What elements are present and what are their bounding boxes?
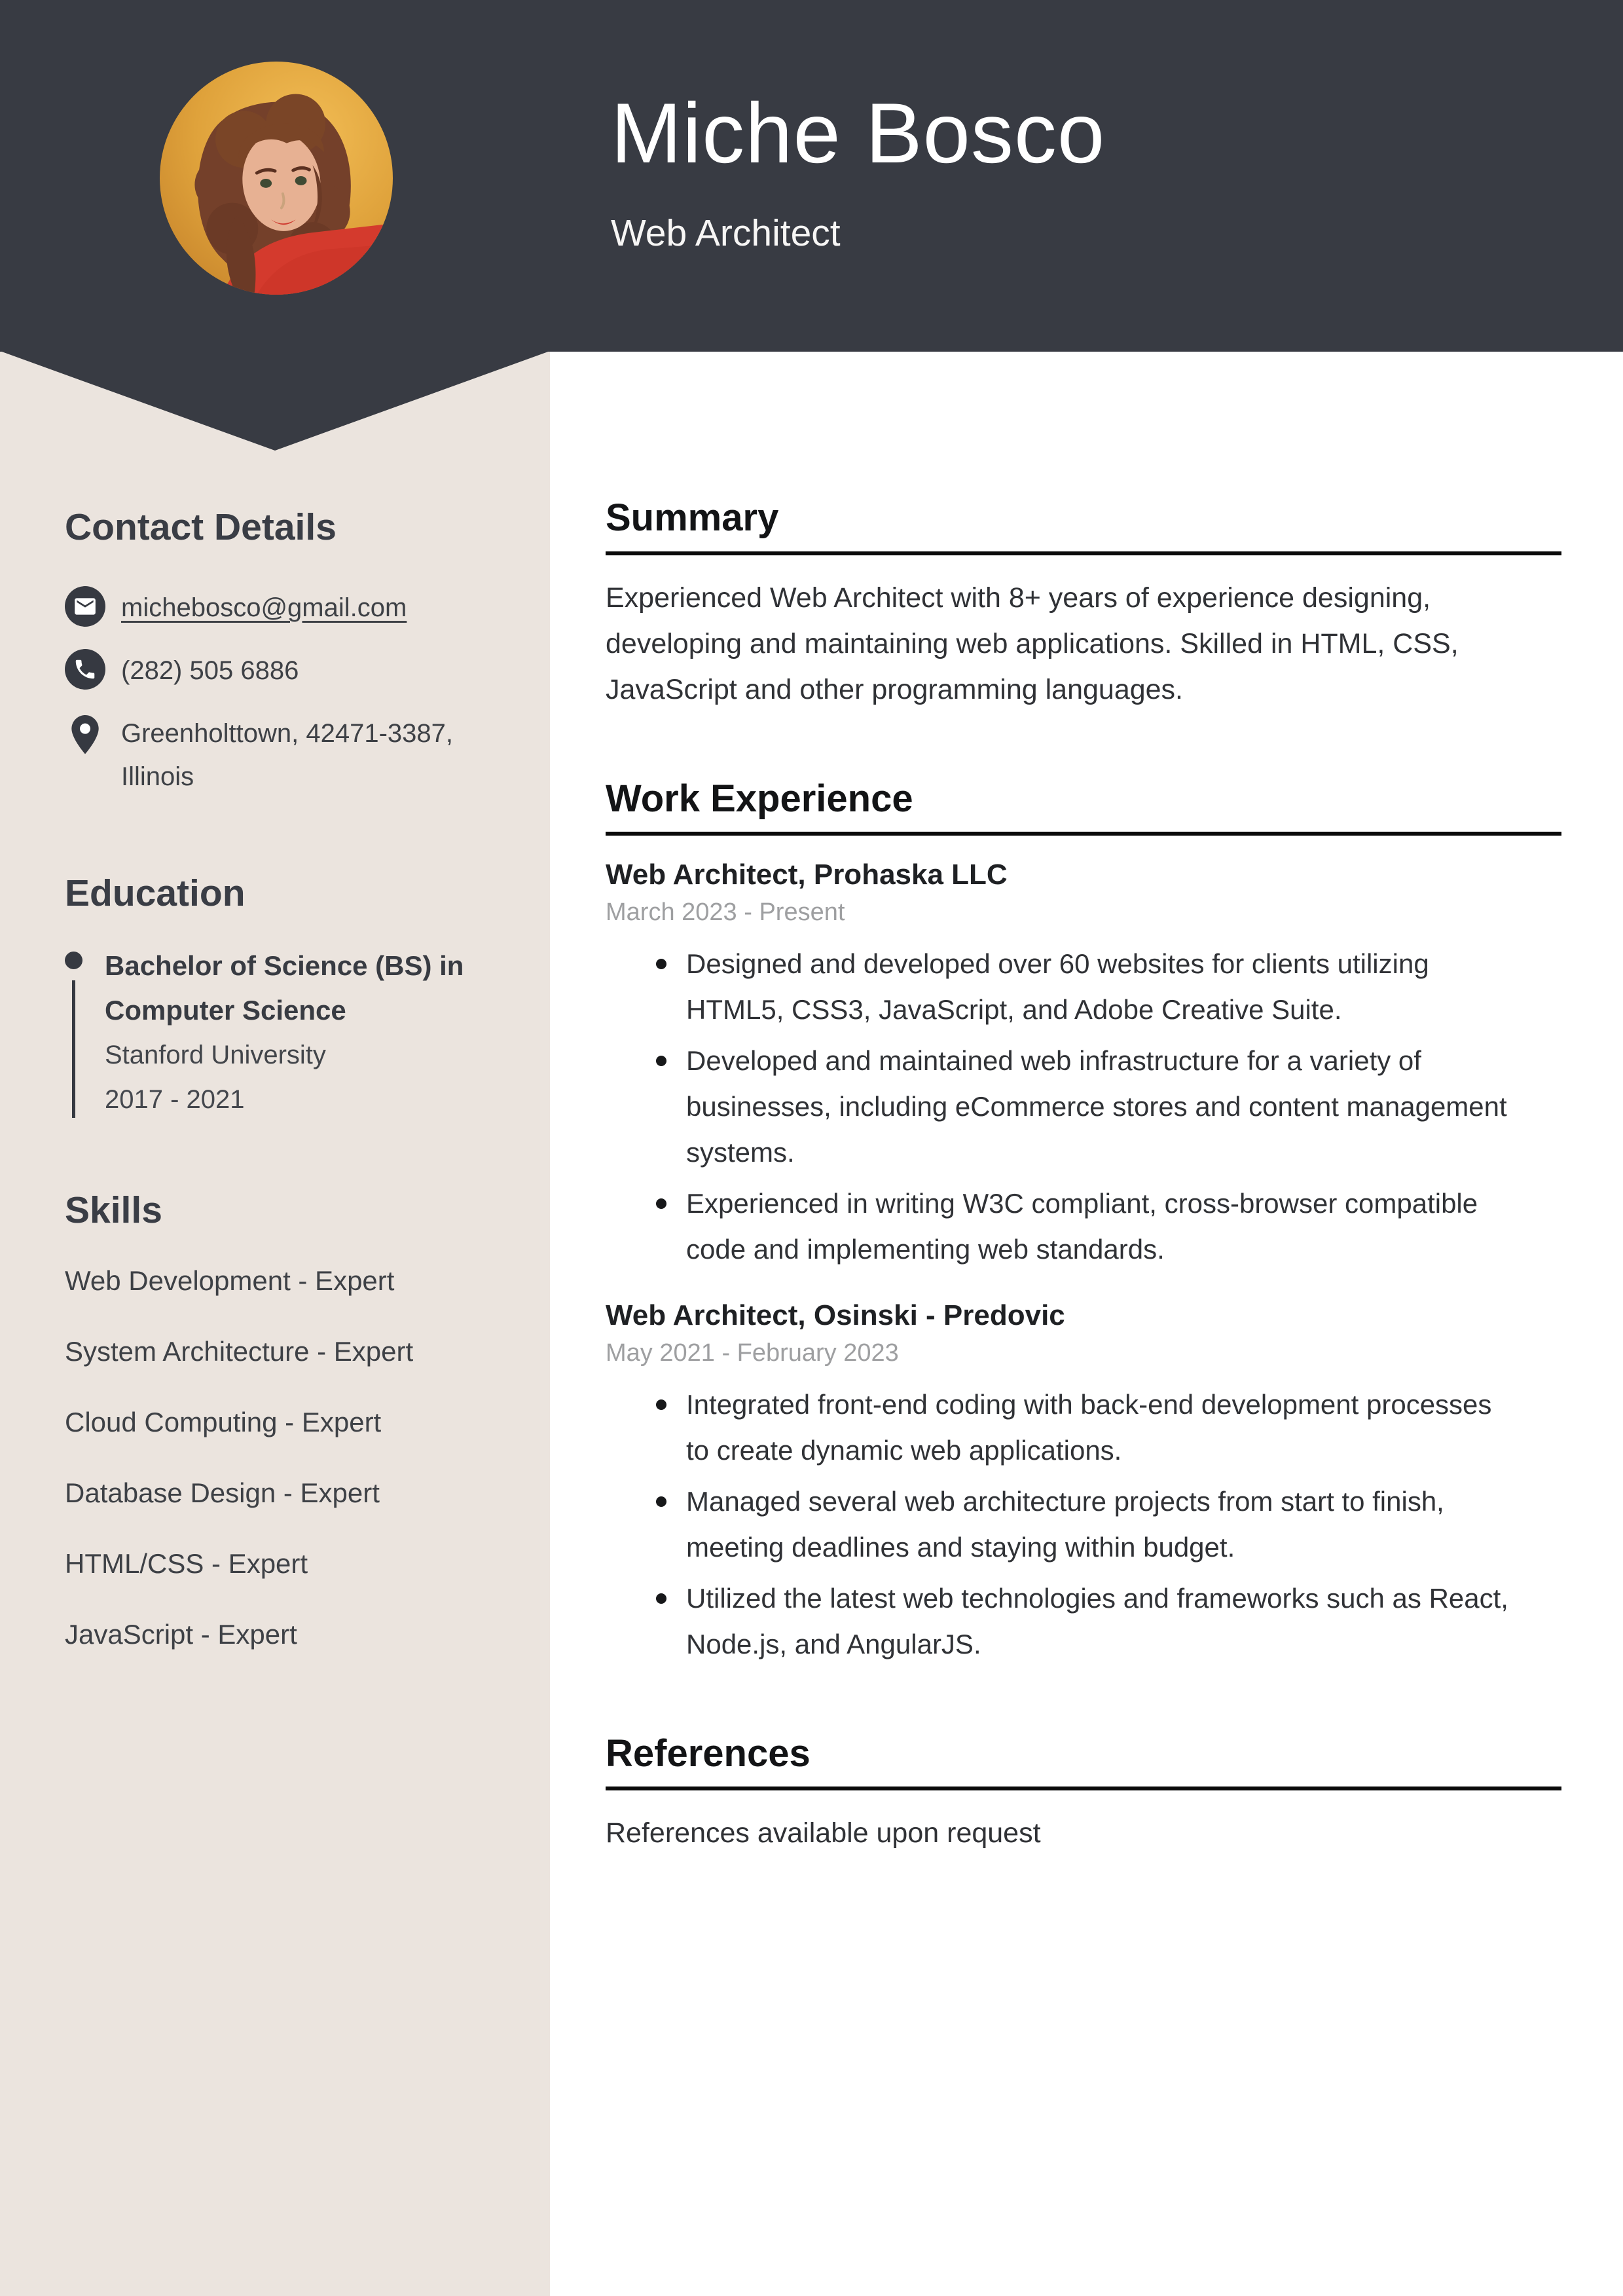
job-entry-prohaska bbox=[606, 855, 1561, 1272]
skills-heading: Skills bbox=[65, 1189, 162, 1231]
phone-icon bbox=[65, 649, 105, 690]
skill-item: HTML/CSS - Expert bbox=[65, 1547, 308, 1579]
job-dates: March 2023 - Present bbox=[606, 898, 845, 927]
job-bullet: Utilized the latest web technologies and frameworks such as React, Node.js, and AngularJS. bbox=[686, 1576, 1561, 1667]
job-dates: May 2021 - February 2023 bbox=[606, 1339, 899, 1367]
profile-photo-illustration bbox=[160, 62, 393, 295]
contact-section bbox=[65, 504, 484, 798]
contact-row-phone bbox=[65, 649, 484, 692]
contact-heading: Contact Details bbox=[65, 506, 337, 548]
sidebar bbox=[65, 504, 484, 1687]
summary-text: Experienced Web Architect with 8+ years of experience designing, developing and maintaining web applications. Skilled in HTML, CSS, JavaScript and other programming languages. bbox=[606, 582, 1459, 705]
email-icon bbox=[65, 586, 105, 627]
education-heading: Education bbox=[65, 872, 246, 915]
job-bullet: Developed and maintained web infrastructure for a variety of businesses, including eCommerce stores and content management systems. bbox=[686, 1038, 1561, 1176]
education-entry bbox=[65, 944, 484, 1122]
contact-phone-value: (282) 505 6886 bbox=[121, 656, 299, 686]
job-bullet: Designed and developed over 60 websites for clients utilizing HTML5, CSS3, JavaScript, and Adobe Creative Suite. bbox=[686, 941, 1561, 1033]
education-dates: 2017 - 2021 bbox=[105, 1084, 245, 1114]
location-icon bbox=[65, 712, 105, 759]
skill-item: JavaScript - Expert bbox=[65, 1618, 297, 1650]
summary-section bbox=[606, 494, 1561, 713]
contact-row-email bbox=[65, 586, 484, 629]
job-bullet-list bbox=[606, 941, 1561, 1272]
job-title: Web Architect, Prohaska LLC bbox=[606, 859, 1008, 891]
skills-list bbox=[65, 1263, 484, 1653]
contact-row-address bbox=[65, 712, 484, 798]
contact-email-value[interactable] bbox=[121, 586, 407, 629]
job-bullet-list bbox=[606, 1382, 1561, 1667]
skill-item: Database Design - Expert bbox=[65, 1477, 380, 1508]
profile-photo bbox=[160, 62, 393, 295]
job-bullet: Experienced in writing W3C compliant, cross-browser compatible code and implementing web standards. bbox=[686, 1181, 1561, 1272]
education-school: Stanford University bbox=[105, 1040, 326, 1069]
person-name: Miche Bosco bbox=[611, 85, 1106, 181]
job-entry-osinski-predovic bbox=[606, 1296, 1561, 1667]
section-divider bbox=[606, 551, 1561, 555]
contact-address-value: Greenholttown, 42471-3387, Illinois bbox=[121, 719, 454, 792]
education-degree: Bachelor of Science (BS) in Computer Science bbox=[105, 950, 464, 1026]
email-link[interactable]: michebosco@gmail.com bbox=[121, 593, 407, 623]
job-bullet: Managed several web architecture projects from start to finish, meeting deadlines and staying within budget. bbox=[686, 1479, 1561, 1570]
skill-item: System Architecture - Expert bbox=[65, 1335, 414, 1367]
summary-heading: Summary bbox=[606, 496, 779, 539]
work-experience-heading: Work Experience bbox=[606, 777, 913, 820]
skill-item: Web Development - Expert bbox=[65, 1265, 395, 1296]
section-divider bbox=[606, 832, 1561, 836]
education-section bbox=[65, 870, 484, 1121]
header-identity bbox=[611, 82, 1105, 257]
person-job-title: Web Architect bbox=[611, 212, 841, 254]
references-text: References available upon request bbox=[606, 1817, 1041, 1849]
job-bullet: Integrated front-end coding with back-end development processes to create dynamic web applications. bbox=[686, 1382, 1561, 1473]
job-title: Web Architect, Osinski - Predovic bbox=[606, 1299, 1065, 1331]
main-column bbox=[606, 494, 1561, 1856]
skills-section bbox=[65, 1187, 484, 1653]
references-heading: References bbox=[606, 1731, 811, 1775]
references-section bbox=[606, 1730, 1561, 1857]
section-divider bbox=[606, 1787, 1561, 1790]
skill-item: Cloud Computing - Expert bbox=[65, 1406, 382, 1437]
work-experience-section bbox=[606, 775, 1561, 1667]
contact-list bbox=[65, 586, 484, 798]
